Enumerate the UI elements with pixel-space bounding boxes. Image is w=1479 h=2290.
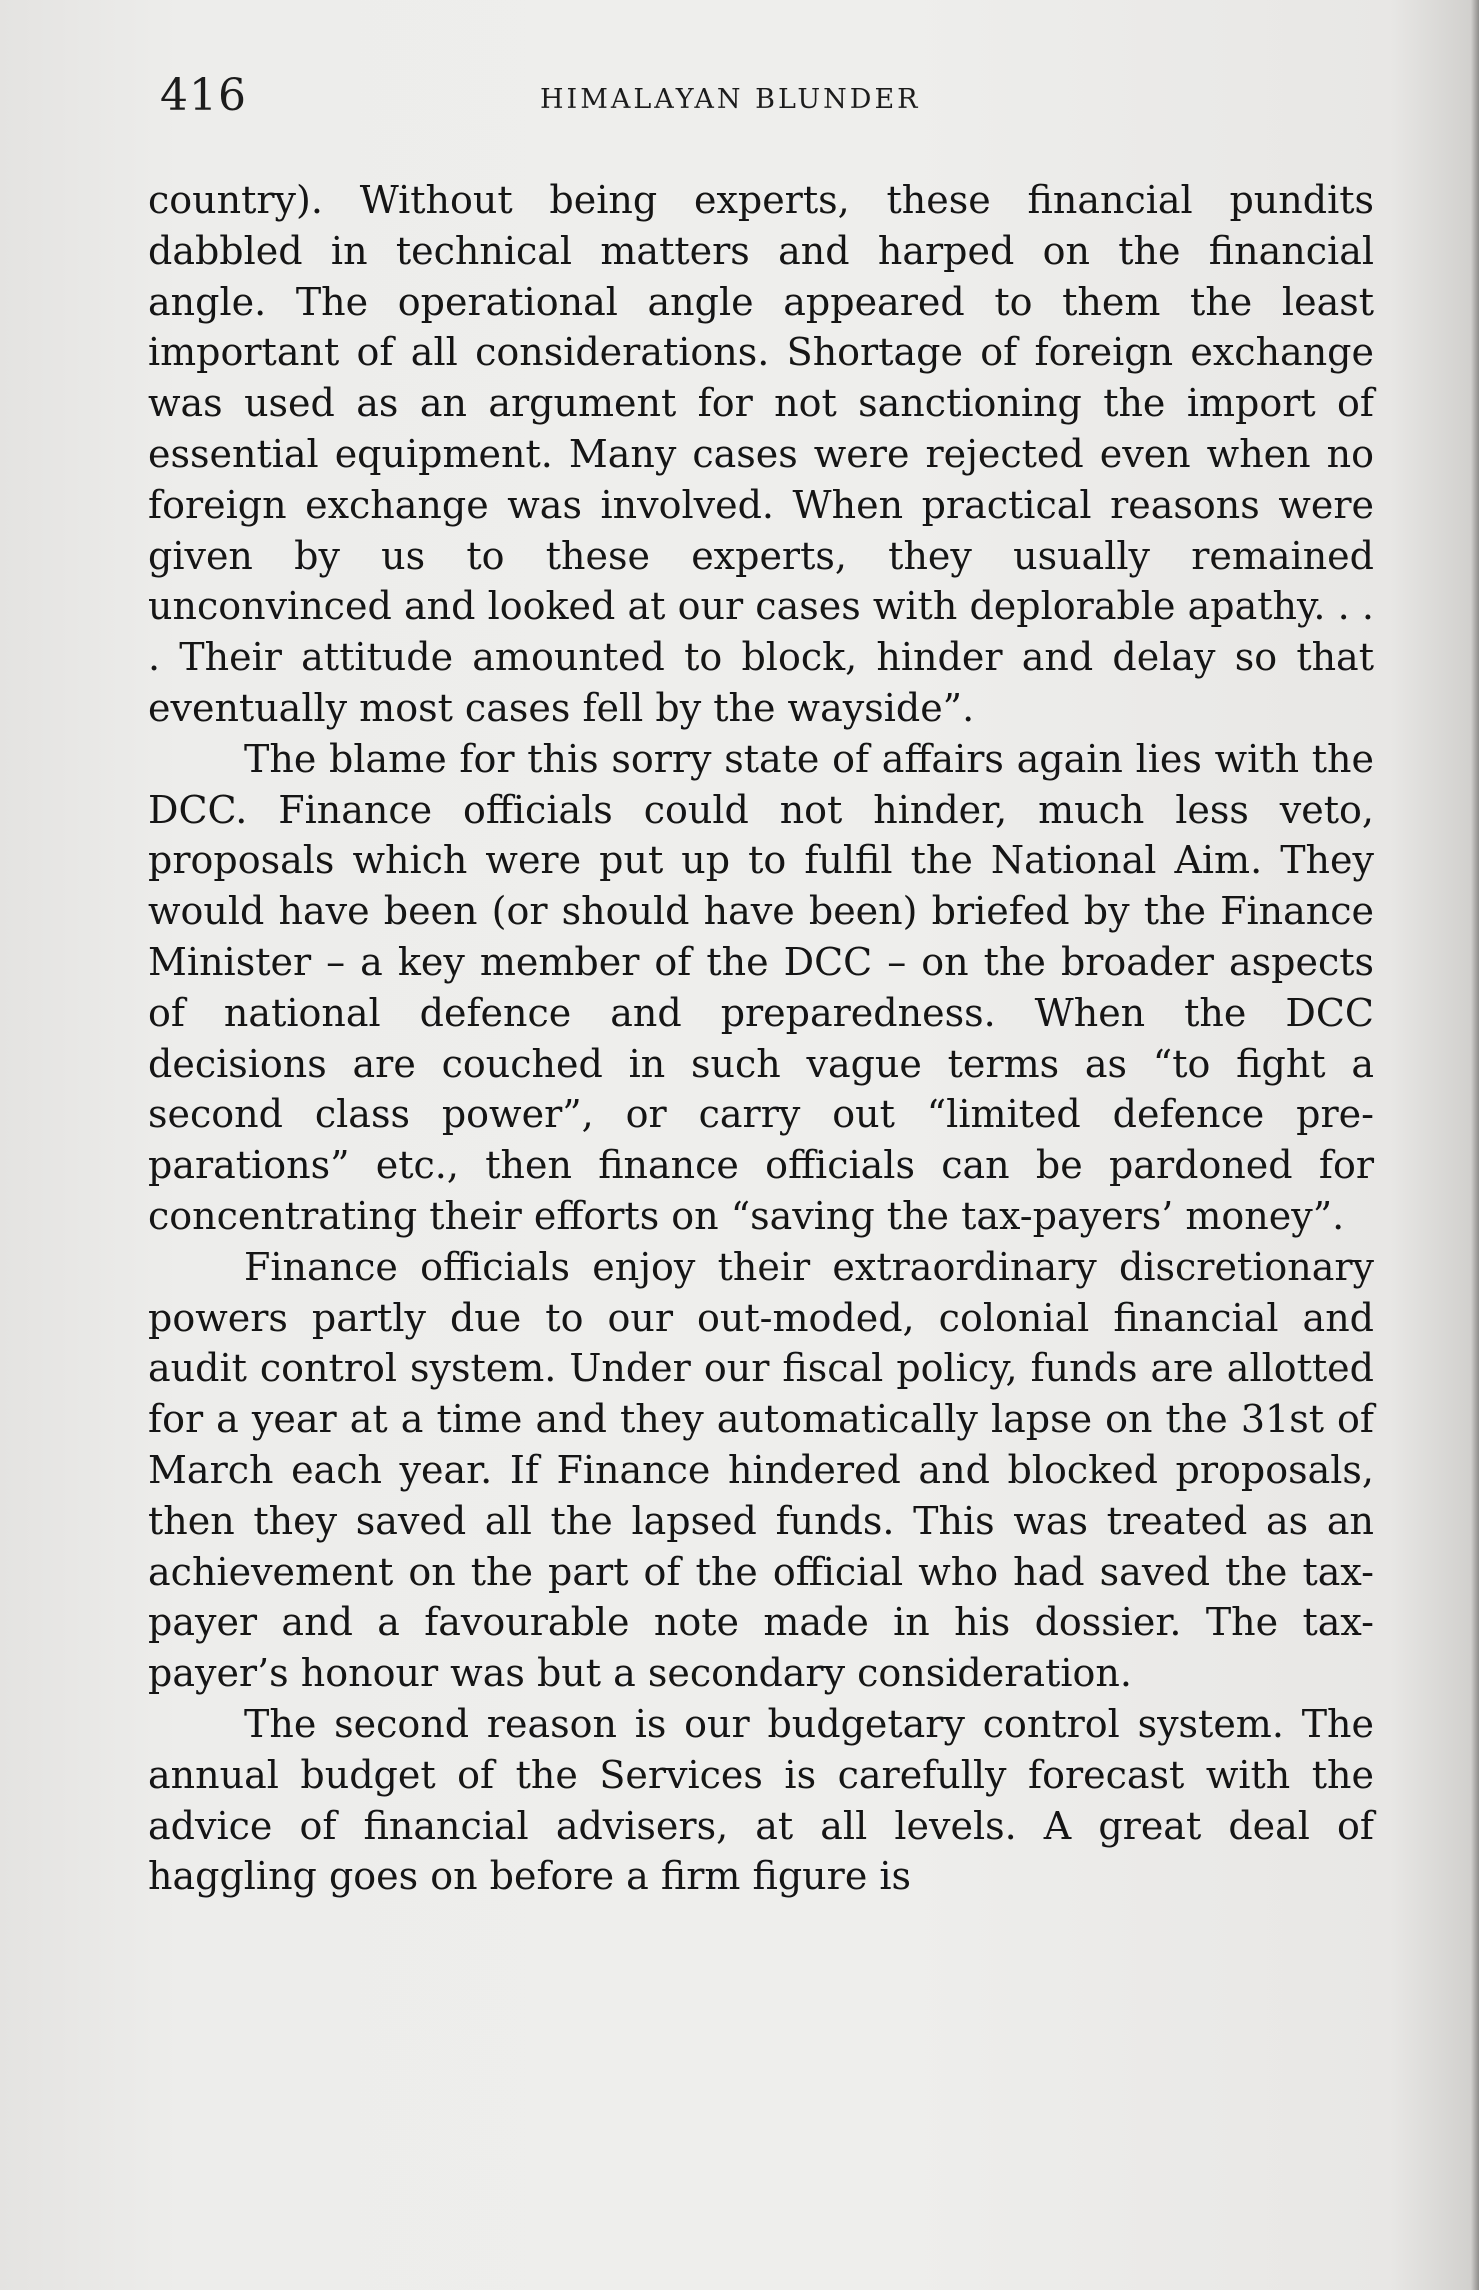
paragraph-dcc-blame: The blame for this sorry state of affairs again lies with the DCC. Finance officials could not hinder, much less veto, proposals which were put up to fulfil the National Aim. They would have been (or should have been) briefed by the Finance Minister – a key member of the DCC – on the broader aspects of national defence and preparedness. When the DCC decisions are couched in such vague terms as “to fight a second class power”, or carry out “limited defence preparations” etc., then finance officials can be pardoned for concentrating their efforts on “saving the tax-payers’ money”.: [148, 736, 1374, 1238]
paragraph-finance-powers: Finance officials enjoy their extraordinary discretionary powers partly due to our out-moded, colonial financial and audit control system. Under our fiscal policy, funds are allotted for a year at a time and they automatically lapse on the 31st of March each year. If Finance hindered and blocked proposals, then they saved all the lapsed funds. This was treated as an achievement on the part of the official who had saved the tax-payer and a favourable note made in his dossier. The tax-payer’s honour was but a secondary consideration.: [148, 1244, 1374, 1696]
paragraph-continuation: country). Without being experts, these financial pundits dabbled in technical matters and harped on the financial angle. The operational angle appeared to them the least important of all considerations. Shortage of foreign exchange was used as an argument for not sanctioning the import of essential equipment. Many cases were rejected even when no foreign exchange was involved. When practical reasons were given by us to these experts, they usually remained unconvinced and looked at our cases with deplorable apathy. . . . Their attitude amounted to block, hinder and delay so that eventually most cases fell by the wayside”.: [148, 178, 1374, 730]
page-edge-shadow: [1471, 0, 1479, 2290]
page-number: 416: [160, 70, 247, 121]
page-header: [160, 70, 1360, 130]
body-text: [148, 175, 1374, 1902]
paragraph-budgetary-control: The second reason is our budgetary control system. The annual budget of the Services is carefully forecast with the advice of financial advisers, at all levels. A great deal of haggling goes on before a firm figure is: [148, 1701, 1374, 1899]
running-head: HIMALAYAN BLUNDER: [540, 84, 921, 115]
